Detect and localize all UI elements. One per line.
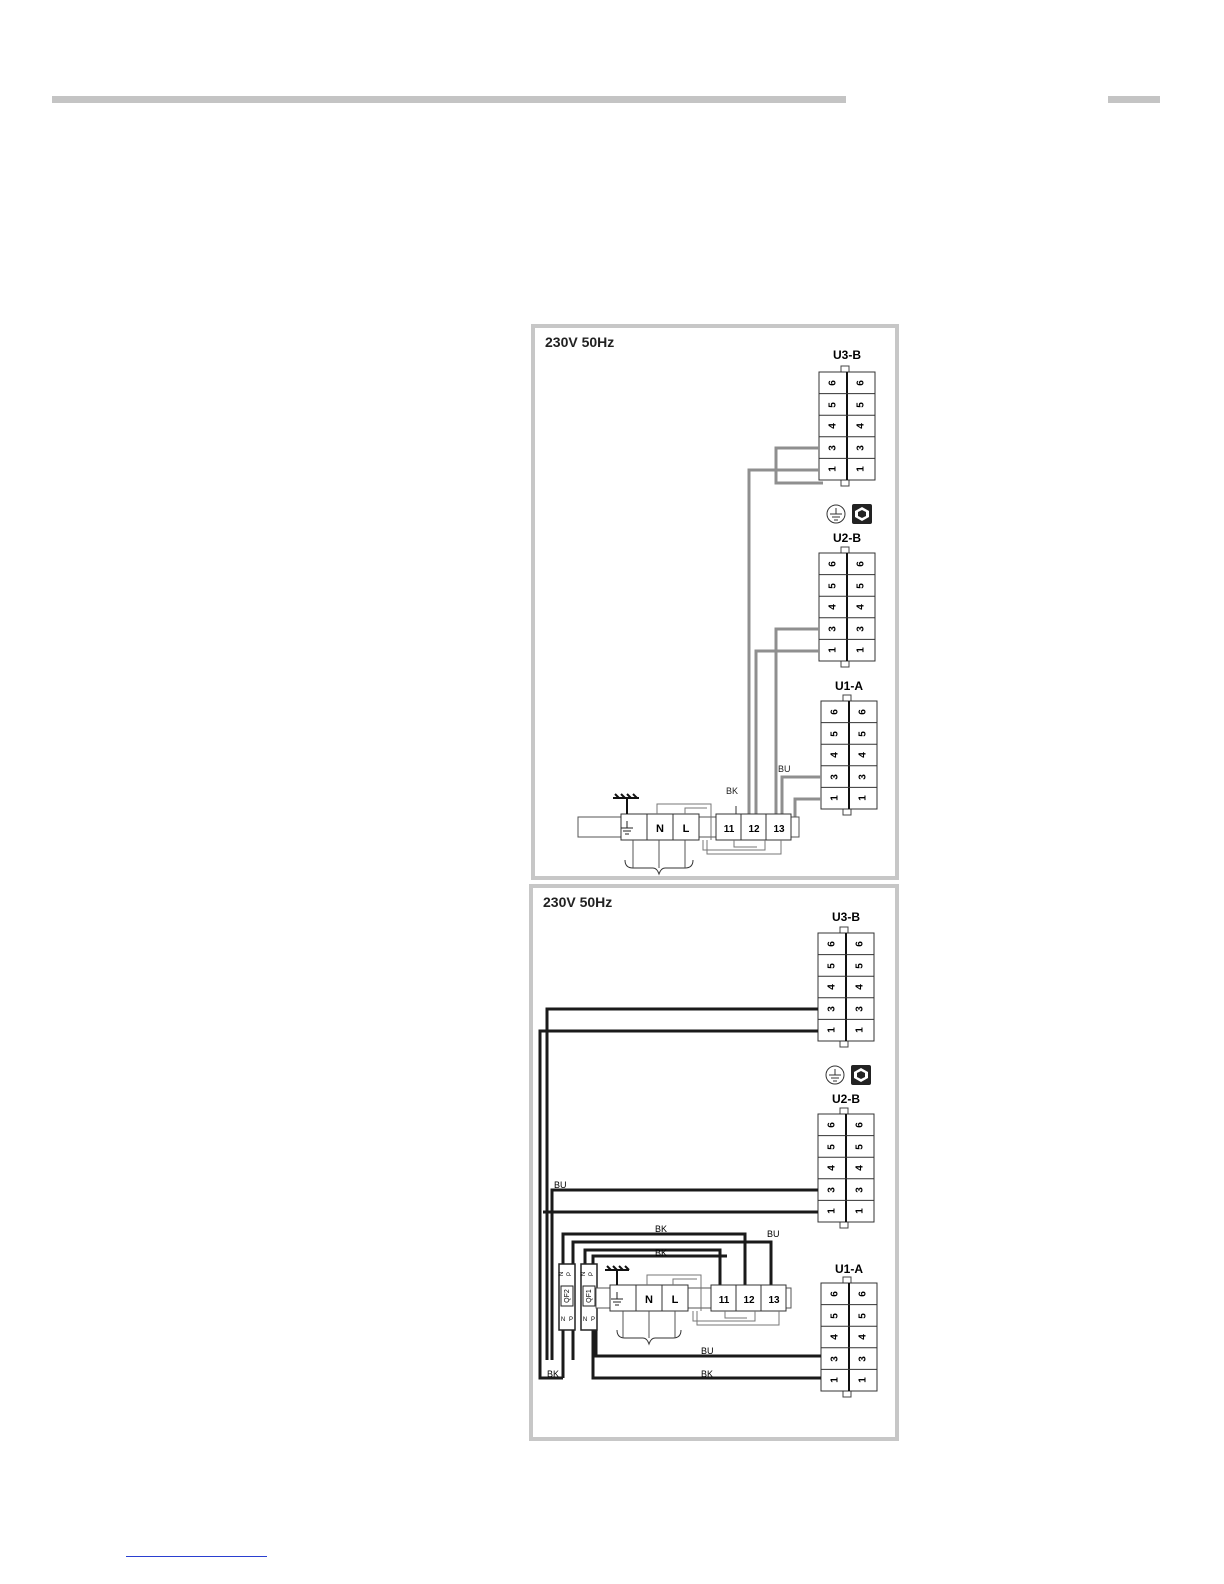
strip-terminal-13: 13: [773, 824, 785, 835]
strip-terminal-11: 11: [723, 824, 735, 835]
terminal-number: 4: [829, 752, 841, 758]
breaker-label-qf1: QF1: [585, 1289, 593, 1303]
terminal-number: 5: [854, 963, 866, 969]
strip-terminal-13: 13: [768, 1295, 780, 1306]
terminal-number: 6: [857, 1291, 869, 1297]
terminal-number: 3: [826, 1187, 838, 1193]
terminal-number: 4: [857, 1334, 869, 1340]
terminal-number: 5: [855, 583, 867, 589]
terminal-number: 5: [854, 1144, 866, 1150]
strip-terminal-12: 12: [748, 824, 760, 835]
terminal-number: 3: [855, 626, 867, 632]
terminal-number: 4: [855, 604, 867, 610]
mains-terminal-l: L: [671, 1294, 679, 1306]
breaker-terminal: N: [559, 1271, 565, 1277]
terminal-number: 5: [829, 731, 841, 737]
terminal-number: 6: [827, 561, 839, 567]
terminal-number: 4: [855, 423, 867, 429]
strip-terminal-12: 12: [743, 1295, 755, 1306]
breaker-terminal: P: [567, 1271, 573, 1277]
terminal-number: 3: [826, 1006, 838, 1012]
terminal-number: 1: [855, 466, 867, 472]
terminal-number: 1: [857, 1377, 869, 1383]
terminal-number: 6: [826, 1122, 838, 1128]
block-label: U3-B: [831, 910, 861, 924]
mains-terminal-l: L: [682, 823, 690, 835]
terminal-number: 3: [854, 1006, 866, 1012]
wire-label-bk: BK: [655, 1224, 668, 1234]
terminal-number: 1: [857, 795, 869, 801]
block-label: U1-A: [834, 679, 864, 693]
terminal-number: 5: [826, 963, 838, 969]
terminal-number: 1: [829, 795, 841, 801]
terminal-number: 4: [854, 1165, 866, 1171]
terminal-number: 5: [827, 583, 839, 589]
terminal-number: 3: [857, 774, 869, 780]
breaker-label-qf2: QF2: [563, 1289, 571, 1303]
terminal-number: 6: [829, 709, 841, 715]
terminal-number: 6: [855, 380, 867, 386]
terminal-number: 3: [854, 1187, 866, 1193]
terminal-number: 6: [826, 941, 838, 947]
terminal-number: 3: [829, 1356, 841, 1362]
wire-label-bu: BU: [554, 1180, 567, 1190]
strip-terminal-11: 11: [718, 1295, 730, 1306]
wire-label-bk: BK: [547, 1369, 560, 1379]
terminal-number: 5: [827, 402, 839, 408]
terminal-number: 6: [857, 709, 869, 715]
terminal-block-u2b: [819, 547, 875, 667]
din-rail: [596, 1285, 791, 1311]
wire-label-bu: BU: [778, 764, 791, 774]
terminal-number: 4: [857, 752, 869, 758]
header-rule-left: [52, 96, 846, 103]
terminal-number: 6: [854, 1122, 866, 1128]
terminal-number: 6: [829, 1291, 841, 1297]
terminal-number: 4: [826, 984, 838, 990]
terminal-number: 1: [827, 647, 839, 653]
terminal-number: 4: [827, 604, 839, 610]
terminal-number: 1: [827, 466, 839, 472]
terminal-number: 5: [826, 1144, 838, 1150]
footer-link-underline[interactable]: [126, 1556, 267, 1557]
breaker-terminal: N: [560, 1317, 566, 1323]
block-label: U2-B: [832, 531, 862, 545]
earth-ground-icon: [827, 505, 845, 523]
terminal-number: 1: [855, 647, 867, 653]
terminal-number: 4: [826, 1165, 838, 1171]
terminal-number: 5: [857, 1313, 869, 1319]
terminal-number: 3: [857, 1356, 869, 1362]
terminal-number: 1: [826, 1027, 838, 1033]
terminal-number: 4: [854, 984, 866, 990]
terminal-number: 3: [827, 626, 839, 632]
wire-label-bu: BU: [701, 1346, 714, 1356]
terminal-block-u3b: [818, 927, 874, 1047]
terminal-number: 5: [857, 731, 869, 737]
breaker-terminal: P: [568, 1317, 574, 1323]
terminal-number: 6: [855, 561, 867, 567]
terminal-number: 1: [826, 1208, 838, 1214]
header-rule-right: [1108, 96, 1160, 103]
terminal-block-u3b: [819, 366, 875, 486]
diagram-title: 230V 50Hz: [543, 894, 613, 910]
terminal-block-u2b: [818, 1108, 874, 1228]
terminal-number: 1: [854, 1208, 866, 1214]
breaker-terminal: N: [581, 1271, 587, 1277]
terminal-number: 5: [829, 1313, 841, 1319]
terminal-number: 6: [854, 941, 866, 947]
terminal-number: 4: [827, 423, 839, 429]
terminal-block-u1a: [821, 1277, 877, 1397]
terminal-number: 4: [829, 1334, 841, 1340]
wire-label-bu: BU: [767, 1229, 780, 1239]
terminal-number: 5: [855, 402, 867, 408]
terminal-number: 3: [855, 445, 867, 451]
ground-rake-icon: [605, 1266, 629, 1285]
cable-gland-icon: [851, 1065, 871, 1085]
block-label: U2-B: [831, 1092, 861, 1106]
mains-terminal-n: N: [645, 1294, 653, 1306]
breaker-terminal: P: [589, 1271, 595, 1277]
diagram-title: 230V 50Hz: [545, 334, 615, 350]
terminal-block-u1a: [821, 695, 877, 815]
block-label: U3-B: [832, 348, 862, 362]
terminal-number: 6: [827, 380, 839, 386]
breaker-terminal: N: [582, 1317, 588, 1323]
wire-label-bk: BK: [655, 1248, 668, 1258]
wiring-diagram-2: [529, 884, 899, 1441]
breaker-terminal: P: [590, 1317, 596, 1323]
earth-ground-icon: [826, 1066, 844, 1084]
ground-rake-icon: [613, 794, 639, 814]
wiring-diagram-1: [531, 324, 899, 880]
mains-terminal-n: N: [656, 823, 664, 835]
block-label: U1-A: [834, 1262, 864, 1276]
terminal-number: 3: [827, 445, 839, 451]
wire-label-bk: BK: [726, 786, 739, 796]
terminal-number: 1: [829, 1377, 841, 1383]
terminal-number: 3: [829, 774, 841, 780]
terminal-number: 1: [854, 1027, 866, 1033]
wire-label-bk: BK: [701, 1369, 714, 1379]
cable-gland-icon: [852, 504, 872, 524]
